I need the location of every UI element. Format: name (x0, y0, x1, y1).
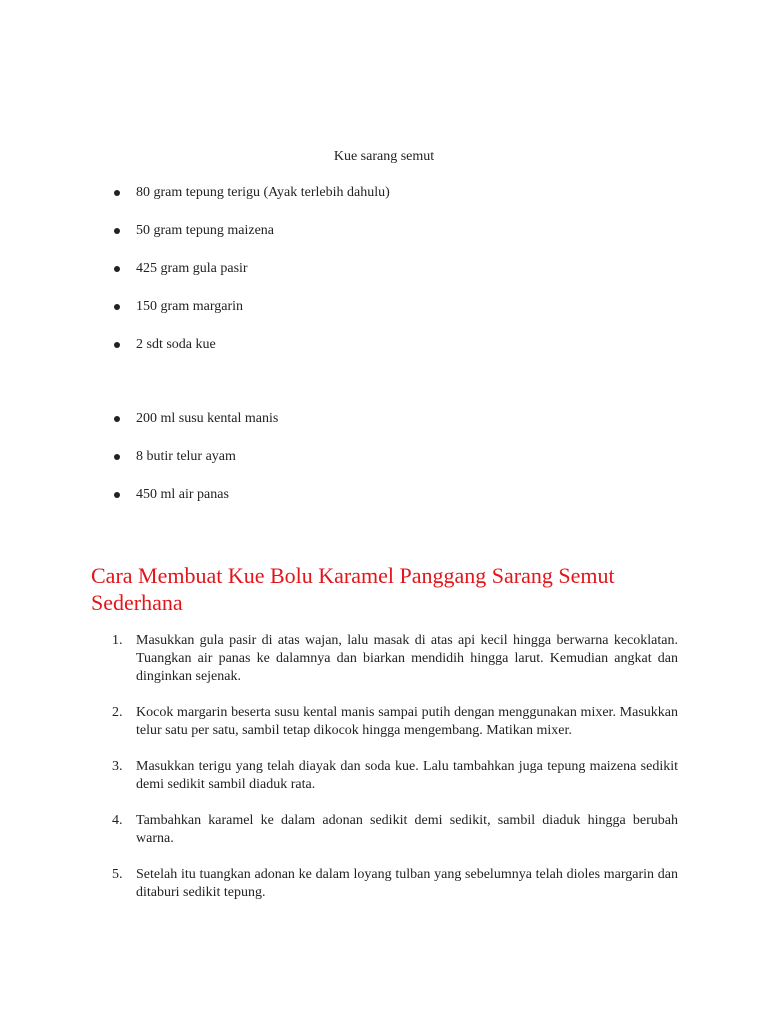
ingredient-text: 2 sdt soda kue (136, 337, 216, 352)
ingredient-item (112, 298, 390, 316)
section-heading: Cara Membuat Kue Bolu Karamel Panggang Sarang Semut Sederhana (91, 563, 615, 615)
ingredient-item (112, 336, 390, 354)
step-text: Tambahkan karamel ke dalam adonan sedikit demi sedikit, sambil diaduk hingga berubah warna. (136, 813, 678, 846)
bullet-icon (114, 228, 120, 234)
bullet-icon (114, 304, 120, 310)
step-item (108, 704, 678, 740)
ingredient-list (112, 184, 390, 524)
ingredient-item (112, 260, 390, 278)
ingredient-item (112, 486, 390, 504)
ingredient-item (112, 222, 390, 240)
step-item (108, 866, 678, 902)
ingredient-text: 150 gram margarin (136, 299, 244, 314)
step-number: 3. (112, 759, 123, 774)
ingredient-text: 8 butir telur ayam (136, 449, 236, 464)
bullet-icon (114, 190, 120, 196)
step-number: 1. (112, 633, 123, 648)
step-item (108, 632, 678, 686)
bullet-icon (114, 266, 120, 272)
step-number: 2. (112, 705, 123, 720)
ingredient-item (112, 448, 390, 466)
step-text: Masukkan gula pasir di atas wajan, lalu masak di atas api kecil hingga berwarna kecoklatan. Tuangkan air panas ke dalamnya dan biarkan mendidih hingga larut. Kemudian angkat dan dinginkan sejenak. (136, 633, 678, 684)
step-text: Kocok margarin beserta susu kental manis sampai putih dengan menggunakan mixer. Masukkan telur satu per satu, sambil tetap dikocok hingga mengembang. Matikan mixer. (136, 705, 678, 738)
ingredient-text: 200 ml susu kental manis (136, 411, 279, 426)
ingredient-item (112, 184, 390, 202)
step-text: Setelah itu tuangkan adonan ke dalam loyang tulban yang sebelumnya telah dioles margarin dan ditaburi sedikit tepung. (136, 867, 678, 900)
ingredient-text: 50 gram tepung maizena (136, 223, 275, 238)
ingredient-text: 80 gram tepung terigu (Ayak terlebih dahulu) (136, 185, 390, 200)
step-text: Masukkan terigu yang telah diayak dan soda kue. Lalu tambahkan juga tepung maizena sedikit demi sedikit sambil diaduk rata. (136, 759, 678, 792)
bullet-icon (114, 416, 120, 422)
bullet-icon (114, 492, 120, 498)
bullet-icon (114, 342, 120, 348)
step-item (108, 812, 678, 848)
document-title: Kue sarang semut (333, 149, 435, 164)
ingredient-text: 425 gram gula pasir (136, 261, 248, 276)
step-number: 5. (112, 867, 123, 882)
steps-list (108, 632, 678, 920)
ingredient-item (112, 410, 390, 428)
bullet-icon (114, 454, 120, 460)
ingredient-text: 450 ml air panas (136, 487, 229, 502)
step-number: 4. (112, 813, 123, 828)
step-item (108, 758, 678, 794)
